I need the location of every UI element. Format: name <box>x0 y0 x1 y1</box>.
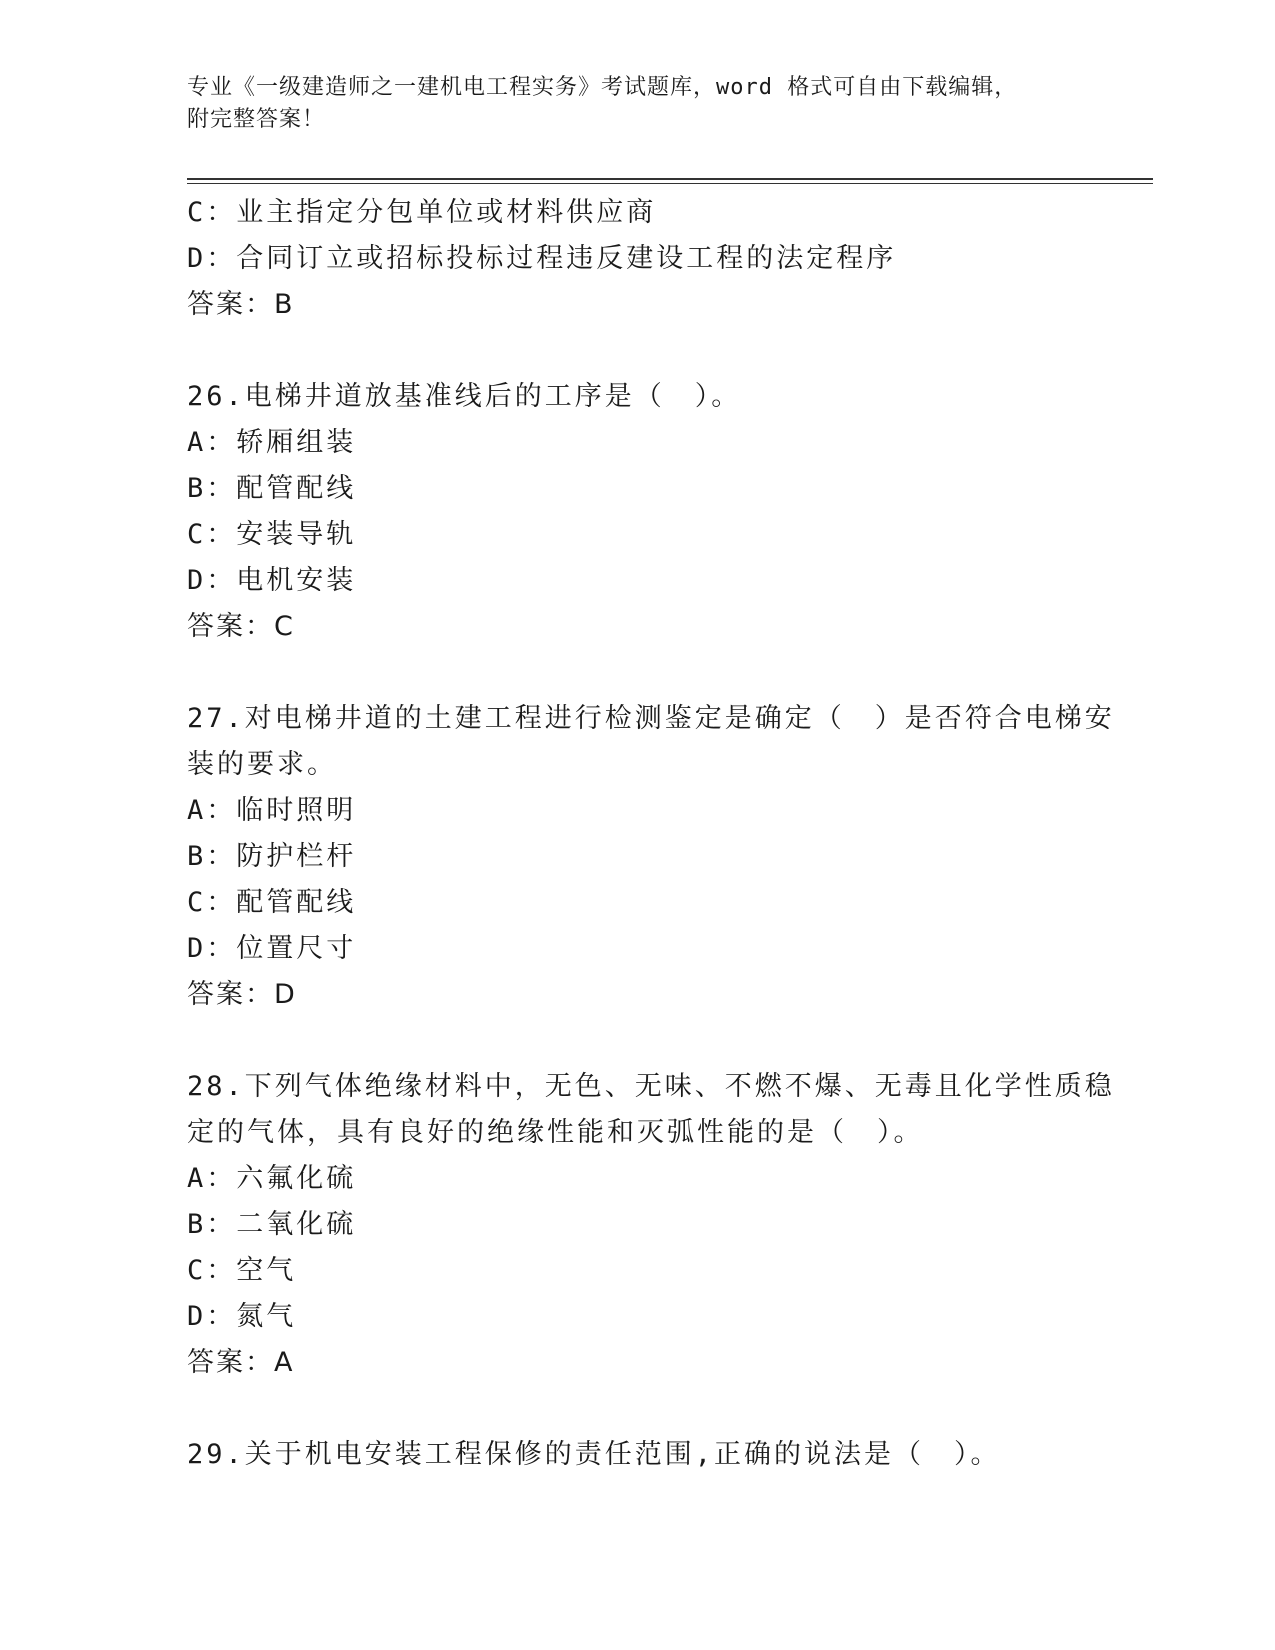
header-divider-thick <box>187 178 1153 180</box>
option-a: A：轿厢组装 <box>187 427 357 458</box>
option-d: D：位置尺寸 <box>187 933 357 964</box>
question-stem-continued: 装的要求。 <box>187 749 337 780</box>
answer-line: 答案：B <box>187 289 295 320</box>
question-list <box>187 190 1115 1478</box>
option-d: D：氮气 <box>187 1301 297 1332</box>
option-c: C：配管配线 <box>187 887 357 918</box>
option-c: C：安装导轨 <box>187 519 357 550</box>
answer-line: 答案：C <box>187 611 295 642</box>
document-header <box>187 72 1087 136</box>
option-d: D：电机安装 <box>187 565 357 596</box>
option-b: B：二氧化硫 <box>187 1209 357 1240</box>
spacer <box>187 650 1087 696</box>
question-stem: 26.电梯井道放基准线后的工序是（ ）。 <box>187 381 742 412</box>
question-29 <box>187 1432 1087 1478</box>
header-line-2: 附完整答案！ <box>187 107 326 132</box>
question-27 <box>187 696 1115 1018</box>
question-stem: 27.对电梯井道的土建工程进行检测鉴定是确定（ ）是否符合电梯安 <box>187 703 1115 734</box>
answer-line: 答案：D <box>187 979 297 1010</box>
option-c: C：业主指定分包单位或材料供应商 <box>187 197 657 228</box>
option-a: A：临时照明 <box>187 795 357 826</box>
header-line-1: 专业《一级建造师之一建机电工程实务》考试题库，word 格式可自由下载编辑， <box>187 75 1018 100</box>
spacer <box>187 328 1087 374</box>
option-d: D：合同订立或招标投标过程违反建设工程的法定程序 <box>187 243 897 274</box>
question-28 <box>187 1064 1115 1386</box>
question-stem-continued: 定的气体，具有良好的绝缘性能和灭弧性能的是（ ）。 <box>187 1117 924 1148</box>
answer-line: 答案：A <box>187 1347 295 1378</box>
option-b: B：防护栏杆 <box>187 841 357 872</box>
option-b: B：配管配线 <box>187 473 357 504</box>
spacer <box>187 1386 1087 1432</box>
question-stem: 28.下列气体绝缘材料中，无色、无味、不燃不爆、无毒且化学性质稳 <box>187 1071 1115 1102</box>
question-stem: 29.关于机电安装工程保修的责任范围,正确的说法是（ ）。 <box>187 1439 1001 1470</box>
option-a: A：六氟化硫 <box>187 1163 357 1194</box>
previous-question-tail <box>187 190 1087 328</box>
question-26 <box>187 374 1087 650</box>
header-divider-thin <box>187 183 1153 184</box>
spacer <box>187 1018 1087 1064</box>
option-c: C：空气 <box>187 1255 297 1286</box>
